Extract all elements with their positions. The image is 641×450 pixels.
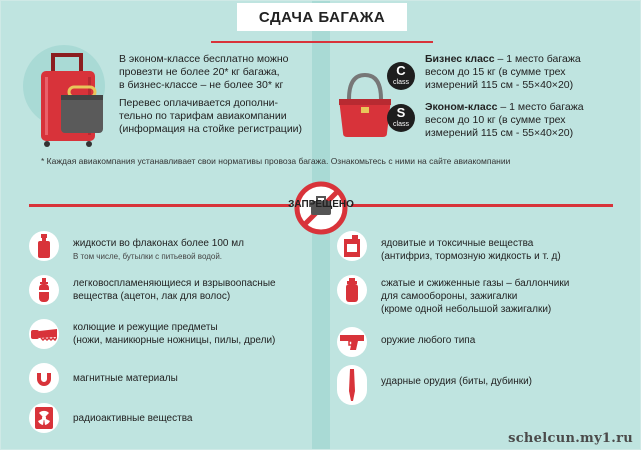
- item-text: ядовитые и токсичные вещества: [381, 238, 534, 249]
- class-line: измерений 115 см - 55×40×20): [425, 79, 574, 91]
- class-line: весом до 10 кг (в сумме трех: [425, 114, 566, 126]
- item-text: (кроме одной небольшой зажигалки): [381, 304, 552, 315]
- item-text: колющие и режущие предметы: [73, 322, 218, 333]
- baggage-line: провезти не более 20* кг багажа,: [119, 66, 280, 78]
- pistol-icon: [337, 327, 367, 357]
- business-class-text: [425, 53, 581, 92]
- list-item: [29, 231, 244, 263]
- canister-icon: [337, 231, 367, 261]
- list-item: [29, 319, 275, 349]
- baggage-allowance-text: [119, 53, 289, 92]
- class-name: Эконом-класс: [425, 101, 498, 113]
- item-text: оружие любого типа: [381, 335, 476, 346]
- badge-word: class: [393, 121, 409, 128]
- item-subtext: В том числе, бутылки с питьевой водой.: [73, 252, 223, 261]
- saw-icon: [29, 319, 59, 349]
- item-text: легковоспламеняющиеся и взрывоопасные: [73, 278, 276, 289]
- list-item: [337, 275, 569, 316]
- overweight-line: тельно по тарифам авиакомпании: [119, 110, 287, 122]
- economy-class-text: [425, 101, 584, 140]
- class-line: – 1 место багажа: [494, 53, 581, 65]
- spray-can-icon: [337, 275, 367, 305]
- business-class-badge: [387, 62, 415, 90]
- item-text: (антифриз, тормозную жидкость и т. д): [381, 251, 561, 262]
- list-item: [337, 327, 475, 357]
- list-item: [337, 231, 561, 263]
- item-text: вещества (ацетон, лак для волос): [73, 291, 231, 302]
- title-divider: [211, 41, 433, 43]
- suitcase-icon: [39, 51, 109, 149]
- class-line: измерений 115 см - 55×40×20): [425, 127, 574, 139]
- bottle-icon: [29, 231, 59, 261]
- overweight-text: [119, 97, 302, 136]
- overweight-line: Перевес оплачивается дополни-: [119, 97, 279, 109]
- list-item: [29, 275, 276, 305]
- forbidden-divider-left: [29, 204, 291, 207]
- item-text: сжатые и сжиженные газы – баллончики: [381, 278, 570, 289]
- list-item: [337, 365, 532, 405]
- item-text: (ножи, маникюрные ножницы, пилы, дрели): [73, 335, 276, 346]
- forbidden-divider-right: [351, 204, 613, 207]
- baggage-line: в бизнес-классе – не более 30* кг: [119, 79, 284, 91]
- bat-icon: [337, 365, 367, 405]
- baggage-line: В эконом-классе бесплатно можно: [119, 53, 289, 65]
- list-item: [29, 363, 178, 393]
- badge-word: class: [393, 79, 409, 86]
- forbidden-label: ЗАПРЕЩЕНО: [288, 199, 354, 210]
- overweight-line: (информация на стойке регистрации): [119, 123, 303, 135]
- radioactive-icon: [29, 403, 59, 433]
- item-text: ударные орудия (биты, дубинки): [381, 376, 533, 387]
- class-line: – 1 место багажа: [497, 101, 584, 113]
- list-item: [29, 403, 192, 433]
- item-text: для самообороны, зажигалки: [381, 291, 518, 302]
- magnet-icon: [29, 363, 59, 393]
- class-line: весом до 15 кг (в сумме трех: [425, 66, 566, 78]
- badge-letter: C: [396, 63, 406, 78]
- handbag-icon: [335, 69, 395, 141]
- gas-cylinder-icon: [29, 275, 59, 305]
- item-text: магнитные материалы: [73, 373, 178, 384]
- page-title: СДАЧА БАГАЖА: [237, 3, 407, 31]
- item-text: жидкости во флаконах более 100 мл: [73, 238, 244, 249]
- footnote: * Каждая авиакомпания устанавливает свои нормативы провоза багажа. Ознакомьтесь с ними на сайте авиакомпании: [41, 156, 511, 166]
- economy-class-badge: [387, 104, 415, 132]
- badge-letter: S: [396, 105, 406, 120]
- watermark: schelcun.my1.ru: [508, 431, 633, 446]
- item-text: радиоактивные вещества: [73, 413, 193, 424]
- class-name: Бизнес класс: [425, 53, 495, 65]
